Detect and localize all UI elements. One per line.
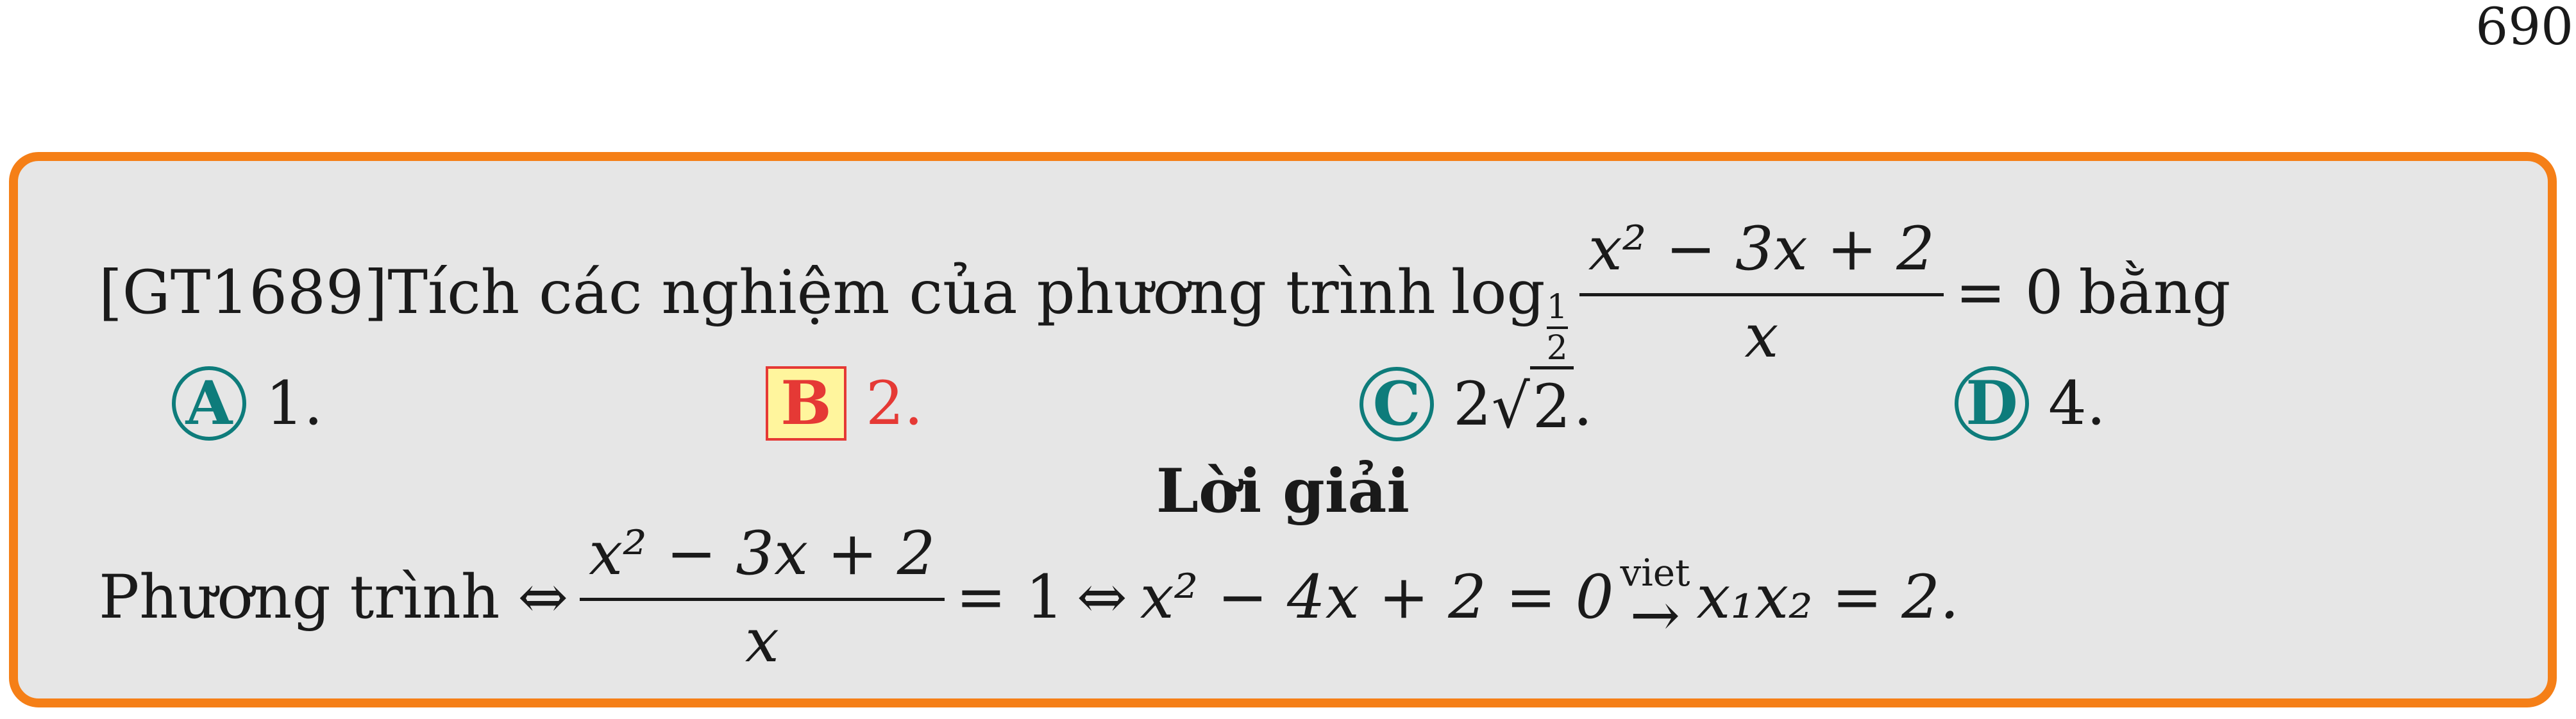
question-line bbox=[99, 206, 2230, 379]
sqrt-radicand: 2 bbox=[1530, 366, 1574, 442]
solution-result: x₁x₂ = 2. bbox=[1696, 562, 1959, 632]
question-tail: bằng bbox=[2078, 257, 2231, 328]
question-rhs: = 0 bbox=[1955, 257, 2064, 328]
log-base bbox=[1547, 288, 1568, 368]
solution-denominator: x bbox=[745, 605, 779, 676]
fraction-denominator: x bbox=[1744, 301, 1779, 371]
option-a[interactable] bbox=[172, 366, 323, 441]
solution-fraction bbox=[580, 519, 944, 676]
solution-numerator: x² − 3x + 2 bbox=[589, 518, 936, 589]
arrow-label: viet bbox=[1620, 551, 1690, 595]
answer-options bbox=[18, 366, 2548, 462]
fraction-numerator: x² − 3x + 2 bbox=[1588, 214, 1935, 284]
option-b-marker: B bbox=[766, 366, 846, 441]
viet-arrow bbox=[1620, 551, 1690, 651]
solution-heading: Lời giải bbox=[1156, 456, 1410, 527]
option-b-correct[interactable] bbox=[766, 366, 923, 441]
option-c-marker: C bbox=[1360, 367, 1434, 441]
option-a-marker: A bbox=[172, 366, 246, 441]
question-card bbox=[9, 152, 2557, 707]
log-base-den: 2 bbox=[1546, 329, 1568, 368]
solution-lead: Phương trình bbox=[99, 562, 500, 632]
sqrt-symbol: √ 2 bbox=[1492, 366, 1574, 442]
option-a-value: 1. bbox=[265, 368, 323, 439]
iff-symbol-2: ⇔ bbox=[1076, 562, 1127, 632]
iff-symbol: ⇔ bbox=[518, 562, 569, 632]
option-c-prefix: 2 bbox=[1453, 369, 1492, 439]
page-number: 690 bbox=[2475, 0, 2573, 56]
option-d[interactable] bbox=[1955, 366, 2106, 441]
solution-line bbox=[99, 514, 1959, 681]
option-d-value: 4. bbox=[2048, 368, 2106, 439]
arrow-symbol: → bbox=[1629, 580, 1681, 651]
solution-eq2: x² − 4x + 2 = 0 bbox=[1140, 562, 1614, 632]
question-code: [GT1689] bbox=[99, 257, 388, 328]
option-d-marker: D bbox=[1955, 366, 2029, 441]
log-base-num: 1 bbox=[1546, 288, 1568, 326]
question-fraction bbox=[1579, 214, 1944, 371]
question-text: Tích các nghiệm của phương trình bbox=[387, 257, 1436, 328]
solution-eq1: = 1 bbox=[955, 562, 1064, 632]
option-c[interactable] bbox=[1360, 366, 1592, 442]
option-b-value: 2. bbox=[866, 368, 923, 439]
log-operator: log bbox=[1451, 257, 1545, 328]
option-c-suffix: . bbox=[1573, 369, 1593, 439]
